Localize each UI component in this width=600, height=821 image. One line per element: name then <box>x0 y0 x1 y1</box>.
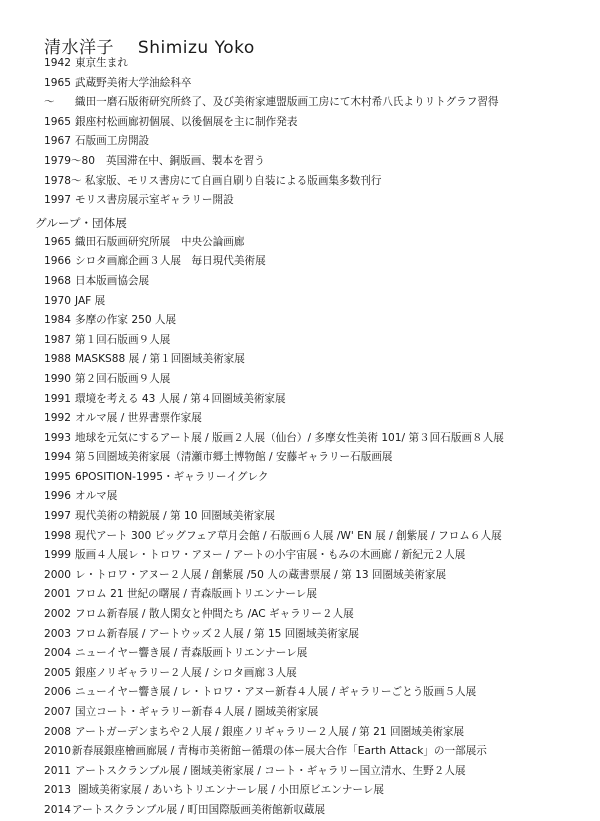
entry-year: 2006 <box>44 686 71 699</box>
entry-text: フロム新春展 / アートウッズ２人展 / 第 15 回圏域美術家展 <box>75 627 359 640</box>
entry-year: 2004 <box>44 647 71 660</box>
entry-text: アートガーデンまちや２人展 / 銀座ノリギャラリー２人展 / 第 21 回圏域美術家展 <box>75 725 465 738</box>
entry-year: 2011 <box>44 764 71 777</box>
exhibition-entry <box>0 664 600 684</box>
exhibition-entry <box>0 331 600 351</box>
entry-year: 1988 <box>44 353 71 366</box>
exhibition-entry <box>0 781 600 801</box>
exhibition-entry <box>0 507 600 527</box>
entry-text: フロム 21 世紀の曙展 / 青森版画トリエンナーレ展 <box>75 588 317 601</box>
exhibition-entry <box>0 762 600 782</box>
entry-year: 1994 <box>44 451 71 464</box>
bio-entry <box>0 152 600 172</box>
entry-year: 2007 <box>44 706 71 718</box>
exhibition-entry <box>0 625 600 645</box>
exhibition-entry <box>0 233 600 253</box>
entry-year: 1979〜80 <box>44 154 96 167</box>
entry-text: 国立コート・ギャラリー新春４人展 / 圏域美術家展 <box>75 706 319 718</box>
entry-text: 新春展銀座檜画廊展 / 青梅市美術館ー循環の体ー展大合作「Earth Attack」の一部展示 <box>72 745 487 758</box>
entry-year: 1984 <box>44 314 71 327</box>
exhibition-entry <box>0 546 600 566</box>
entry-text: 織田一磨石版術研究所終了、及び美術家連盟版画工房にて木村希八氏よりリトグラフ習得 <box>75 96 499 109</box>
entry-year: 1967 <box>44 135 71 148</box>
entry-text: 現代美術の精鋭展 / 第 10 回圏域美術家展 <box>75 510 276 523</box>
entry-year: 1966 <box>44 255 71 268</box>
entry-year: 2008 <box>44 725 71 738</box>
entry-year: 2005 <box>44 666 71 679</box>
entry-year: 1995 <box>44 470 71 483</box>
artist-name-romaji: Shimizu Yoko <box>137 38 255 58</box>
bio-entry <box>0 191 600 211</box>
entry-text: ニューイヤー響き展 / レ・トロワ・アヌー新春４人展 / ギャラリーごとう版画５人展 <box>75 686 477 699</box>
exhibition-entry <box>0 272 600 292</box>
entry-text: 地球を元気にするアート展 / 版画２人展（仙台）/ 多摩女性美術 101/ 第３回石版画８人展 <box>75 431 504 444</box>
exhibition-entry <box>0 566 600 586</box>
entry-text: 現代アート 300 ビッグフェア草月会館 / 石版画６人展 /W' EN 展 / 創紫展 / フロム６人展 <box>75 529 502 542</box>
entry-text: 日本版画協会展 <box>75 274 150 287</box>
entry-year: 1997 <box>44 510 71 523</box>
exhibition-entry <box>0 311 600 331</box>
entry-text: オルマ展 <box>75 490 118 503</box>
exhibition-entry <box>0 487 600 507</box>
entry-text: シロタ画廊企画３人展 毎日現代美術展 <box>75 255 266 268</box>
exhibition-entry <box>0 468 600 488</box>
entry-year: 2010 <box>44 745 71 758</box>
exhibition-entry <box>0 723 600 743</box>
exhibition-entry <box>0 703 600 723</box>
entry-year: 1992 <box>44 412 71 425</box>
entry-year: 2002 <box>44 608 71 621</box>
entry-year: 2001 <box>44 588 71 601</box>
exhibition-entry <box>0 292 600 312</box>
entry-year: 1965 <box>44 115 71 128</box>
entry-text: アートスクランブル展 / 圏域美術家展 / コート・ギャラリー国立清水、生野２人展 <box>75 764 466 777</box>
artist-name-japanese: 清水洋子 <box>44 38 114 58</box>
entry-text: オルマ展 / 世界書票作家展 <box>75 412 202 425</box>
entry-text: 英国滞在中、銅版画、製本を習う <box>106 154 265 167</box>
entry-text: 環境を考える 43 人展 / 第４回圏域美術家展 <box>75 392 286 405</box>
exhibition-entry <box>0 585 600 605</box>
bio-entry <box>0 93 600 113</box>
entry-year: 1998 <box>44 529 71 542</box>
entry-text: 版画４人展レ・トロワ・アヌー / アートの小宇宙展・もみの木画廊 / 新紀元２人展 <box>75 549 466 562</box>
exhibition-entry <box>0 390 600 410</box>
entry-text: MASKS88 展 / 第１回圏域美術家展 <box>75 353 245 366</box>
entry-text: ニューイヤー響き展 / 青森版画トリエンナーレ展 <box>75 647 308 660</box>
entry-year: 1965 <box>44 76 71 89</box>
bio-entry <box>0 54 600 74</box>
entry-text: 多摩の作家 250 人展 <box>75 314 177 327</box>
entry-text: 織田石版画研究所展 中央公論画廊 <box>75 235 245 248</box>
exhibition-entry <box>0 527 600 547</box>
entry-year: 1987 <box>44 333 71 346</box>
entry-text: 石版画工房開設 <box>75 135 150 148</box>
entry-text: レ・トロワ・アヌー２人展 / 創紫展 /50 人の蔵書票展 / 第 13 回圏域美術家展 <box>75 568 447 581</box>
entry-text: 第２回石版画９人展 <box>75 372 171 385</box>
entry-year: 1990 <box>44 372 71 385</box>
entry-year: 1996 <box>44 490 71 503</box>
entry-year: 1978〜 <box>44 174 82 187</box>
entry-text: 銀座村松画廊初個展、以後個展を主に制作発表 <box>75 115 298 128</box>
exhibition-entry <box>0 742 600 762</box>
group-exhibitions-heading: グループ・団体展 <box>35 215 127 230</box>
entry-text: アートスクランブル展 / 町田国際版画美術館新収蔵展 <box>72 803 326 816</box>
entry-year: 1993 <box>44 431 71 444</box>
entry-year: 1968 <box>44 274 71 287</box>
entry-year: 1991 <box>44 392 71 405</box>
entry-text: 6POSITION-1995・ギャラリーイグレク <box>75 470 269 483</box>
entry-year: 1999 <box>44 549 71 562</box>
exhibition-entry <box>0 605 600 625</box>
exhibition-entry <box>0 409 600 429</box>
exhibition-entry <box>0 429 600 449</box>
exhibition-entry <box>0 683 600 703</box>
exhibition-entry <box>0 448 600 468</box>
entry-text: 圏域美術家展 / あいちトリエンナーレ展 / 小田原ビエンナーレ展 <box>78 784 385 797</box>
entry-text: 第１回石版画９人展 <box>75 333 171 346</box>
exhibition-entry <box>0 350 600 370</box>
entry-year: 1965 <box>44 235 71 248</box>
entry-year: 2000 <box>44 568 71 581</box>
entry-text: 東京生まれ <box>75 57 128 69</box>
entry-year: 2013 <box>44 784 71 797</box>
entry-text: 武蔵野美術大学油絵科卒 <box>75 76 192 89</box>
entry-year: 2003 <box>44 627 71 640</box>
bio-entry <box>0 132 600 152</box>
chronology-list <box>0 54 600 821</box>
exhibition-entry <box>0 644 600 664</box>
entry-year: 〜 <box>44 96 55 109</box>
entry-year: 1942 <box>44 57 71 69</box>
entry-text: モリス書房展示室ギャラリー開設 <box>75 194 234 207</box>
entry-year: 2014 <box>44 803 71 816</box>
entry-year: 1970 <box>44 294 71 307</box>
bio-entry <box>0 172 600 192</box>
bio-entry <box>0 113 600 133</box>
entry-text: フロム新春展 / 散人閑女と仲間たち /AC ギャラリー２人展 <box>75 608 354 621</box>
entry-text: 私家版、モリス書房にて自画自刷り自装による版画集多数刊行 <box>85 174 382 187</box>
entry-text: 銀座ノリギャラリー２人展 / シロタ画廊３人展 <box>75 666 297 679</box>
entry-year: 1997 <box>44 194 71 207</box>
entry-text: JAF 展 <box>75 294 106 307</box>
exhibition-entry <box>0 252 600 272</box>
bio-entry <box>0 74 600 94</box>
exhibition-entry <box>0 370 600 390</box>
entry-text: 第５回圏域美術家展（清瀬市郷土博物館 / 安藤ギャラリー石版画展 <box>75 451 393 464</box>
